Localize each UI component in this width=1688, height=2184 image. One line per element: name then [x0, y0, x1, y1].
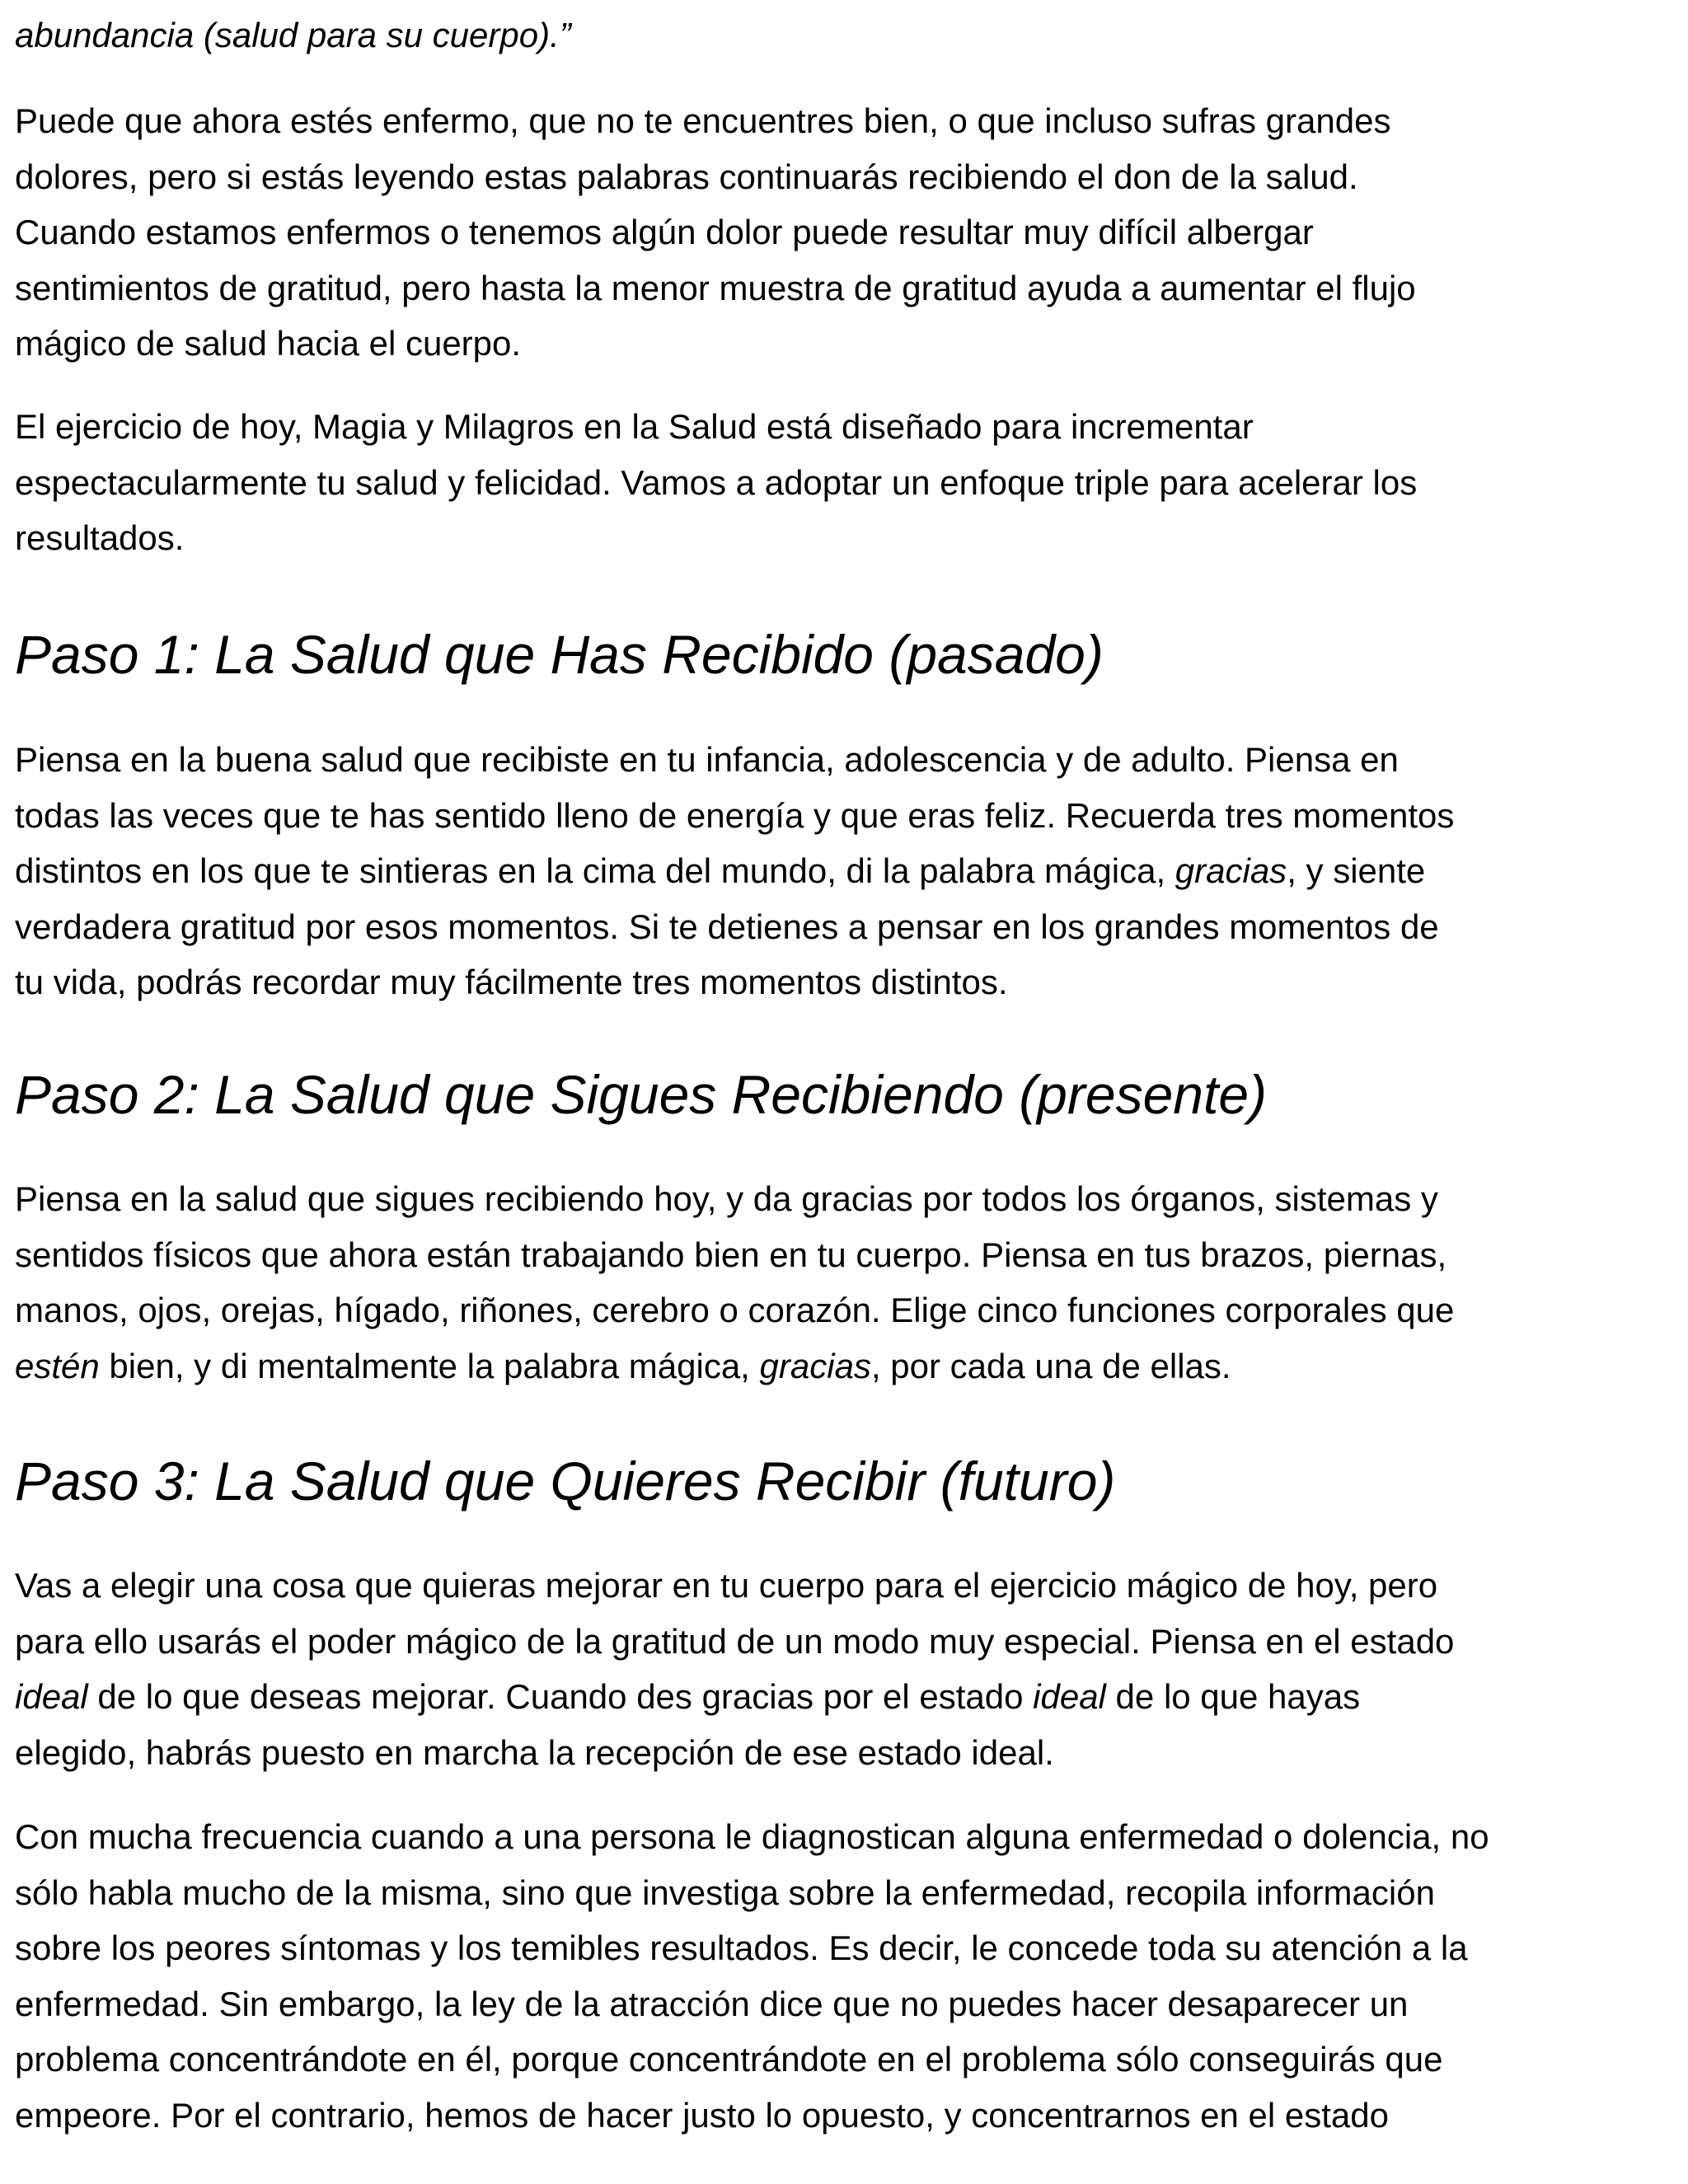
text-line: sentidos físicos que ahora están trabajando bien en tu cuerpo. Piensa en tus brazos, piernas, — [15, 1235, 1447, 1274]
text-run: distintos en los que te sintieras en la cima del mundo, di la palabra mágica, — [15, 851, 1175, 890]
text-run: bien, y di mentalmente la palabra mágica, — [99, 1346, 760, 1385]
paragraph-illness-intro — [15, 93, 1416, 372]
text-line — [15, 843, 1454, 899]
text-run: de lo que deseas mejorar. Cuando des gracias por el estado — [87, 1677, 1034, 1716]
heading-step-1: Paso 1: La Salud que Has Recibido (pasado) — [15, 624, 1104, 685]
text-run: , por cada una de ellas. — [870, 1346, 1231, 1385]
text-line: abundancia (salud para su cuerpo).” — [15, 16, 571, 54]
text-line: sobre los peores síntomas y los temibles resultados. Es decir, le concede toda su atención a la — [15, 1929, 1468, 1967]
heading-step-3: Paso 3: La Salud que Quieres Recibir (futuro) — [15, 1451, 1116, 1511]
text-line: Con mucha frecuencia cuando a una persona le diagnostican alguna enfermedad o dolencia, no — [15, 1817, 1489, 1856]
text-line: problema concentrándote en él, porque concentrándote en el problema sólo conseguirás que — [15, 2040, 1443, 2079]
text-line: Cuando estamos enfermos o tenemos algún dolor puede resultar muy difícil albergar — [15, 213, 1314, 251]
text-run: de lo que hayas — [1105, 1677, 1361, 1716]
emphasis-text: gracias — [1175, 851, 1287, 890]
paragraph-quote-end — [15, 7, 571, 63]
text-line: dolores, pero si estás leyendo estas palabras continuarás recibiendo el don de la salud. — [15, 157, 1358, 196]
paragraph-step-1 — [15, 732, 1454, 1010]
heading-step-2: Paso 2: La Salud que Sigues Recibiendo (presente) — [15, 1064, 1267, 1125]
text-line: enfermedad. Sin embargo, la ley de la atracción dice que no puedes hacer desaparecer un — [15, 1984, 1409, 2023]
text-line: resultados. — [15, 518, 185, 557]
paragraph-step-3 — [15, 1558, 1454, 1780]
text-line: sólo habla mucho de la misma, sino que investiga sobre la enfermedad, recopila información — [15, 1872, 1435, 1912]
text-line: Piensa en la buena salud que recibiste en tu infancia, adolescencia y de adulto. Piensa en — [15, 740, 1399, 779]
text-line — [15, 1669, 1454, 1725]
text-line: mágico de salud hacia el cuerpo. — [15, 324, 522, 363]
emphasis-text: estén — [15, 1346, 100, 1385]
text-line: empeore. Por el contrario, hemos de hacer justo lo opuesto, y concentrarnos en el estado — [15, 2095, 1389, 2135]
paragraph-law-of-attraction — [15, 1809, 1489, 2143]
text-line: elegido, habrás puesto en marcha la recepción de ese estado ideal. — [15, 1732, 1054, 1772]
text-line: Vas a elegir una cosa que quieras mejorar en tu cuerpo para el ejercicio mágico de hoy, pero — [15, 1566, 1438, 1605]
text-line: todas las veces que te has sentido lleno de energía y que eras feliz. Recuerda tres momentos — [15, 795, 1455, 835]
emphasis-text: gracias — [759, 1346, 871, 1385]
text-line: manos, ojos, orejas, hígado, riñones, cerebro o corazón. Elige cinco funciones corporales que — [15, 1291, 1455, 1329]
text-line: El ejercicio de hoy, Magia y Milagros en la Salud está diseñado para incrementar — [15, 407, 1254, 446]
emphasis-text: ideal — [1033, 1677, 1106, 1716]
text-line: Puede que ahora estés enfermo, que no te encuentres bien, o que incluso sufras grandes — [15, 101, 1391, 140]
text-line: verdadera gratitud por esos momentos. Si te detienes a pensar en los grandes momentos de — [15, 907, 1439, 946]
paragraph-step-2 — [15, 1171, 1454, 1394]
text-line: para ello usarás el poder mágico de la gratitud de un modo muy especial. Piensa en el estado — [15, 1621, 1455, 1661]
text-run: , y siente — [1287, 851, 1426, 890]
text-line: Piensa en la salud que sigues recibiendo hoy, y da gracias por todos los órganos, sistemas y — [15, 1179, 1438, 1218]
text-line: tu vida, podrás recordar muy fácilmente tres momentos distintos. — [15, 963, 1008, 1001]
paragraph-exercise-intro — [15, 399, 1417, 566]
emphasis-text: ideal — [15, 1677, 88, 1716]
text-line: sentimientos de gratitud, pero hasta la menor muestra de gratitud ayuda a aumentar el flujo — [15, 268, 1416, 307]
text-line: espectacularmente tu salud y felicidad. Vamos a adoptar un enfoque triple para acelerar los — [15, 462, 1418, 502]
text-line — [15, 1338, 1454, 1394]
